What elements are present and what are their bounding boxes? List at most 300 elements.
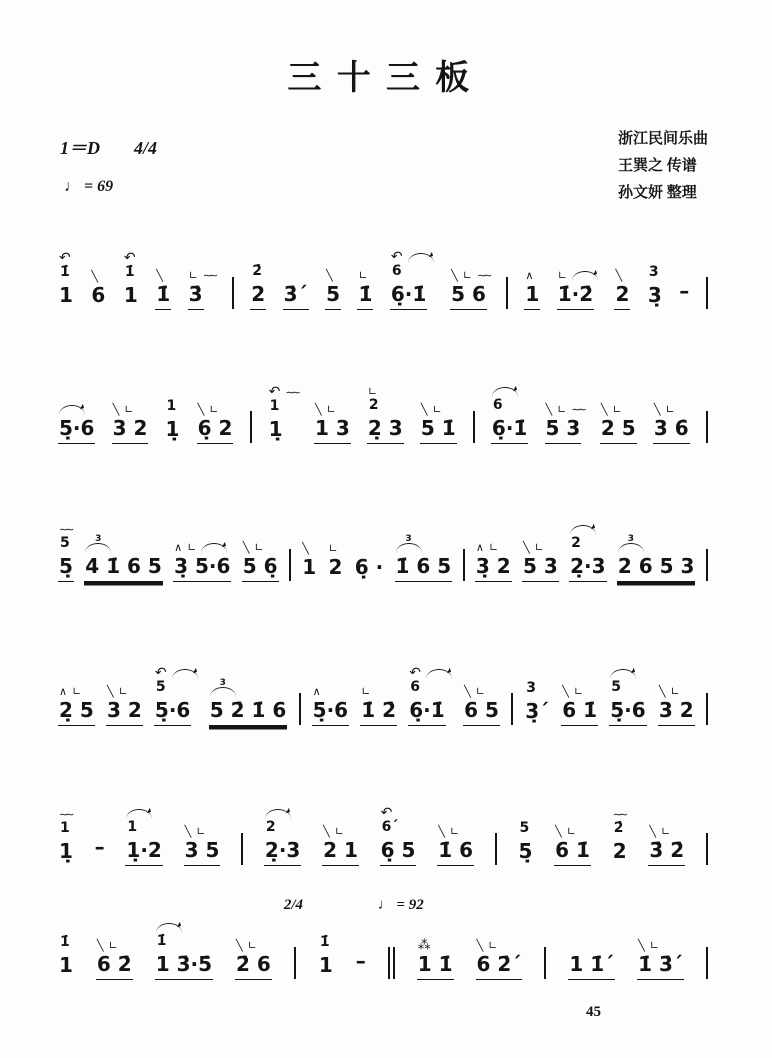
music-line-1: [58, 232, 708, 310]
credits-block: [618, 126, 708, 207]
mo-stroke-icon: ╲: [523, 541, 530, 554]
note-digits: 3 6̇: [653, 415, 690, 444]
barline-stroke: [706, 693, 708, 725]
barline: [299, 693, 301, 726]
ornament-row: [90, 265, 98, 282]
mo-stroke-icon: ╲: [464, 685, 471, 698]
note-digits: 3̣ 2: [475, 553, 512, 582]
note-digits: 3̇ˊ: [283, 281, 309, 310]
note-digits: 1̇·2̇: [557, 281, 594, 310]
slur-arc-icon: [572, 271, 598, 281]
ornament-row: [209, 680, 236, 697]
note-digits: 2: [614, 281, 630, 310]
mo-stroke-icon: ╲: [106, 685, 114, 698]
upper-octave-note: 5: [519, 820, 530, 836]
note-group: [380, 802, 417, 866]
ornament-row: [155, 916, 182, 933]
note-digits: 1̇ 3̇ˊ: [637, 951, 684, 980]
barline-stroke: [473, 411, 475, 443]
mo-stroke-icon: ╲: [545, 403, 553, 416]
mo-stroke-icon: ╲: [112, 403, 120, 416]
note-group: [437, 820, 474, 866]
ornament-row: [524, 264, 533, 281]
upper-octave-note: 6: [410, 679, 420, 695]
gou-stroke-icon: ∟: [124, 403, 134, 416]
ornament-row: [612, 803, 625, 820]
gou-stroke-icon: ∟: [573, 685, 584, 698]
note-digits: 1̇ 6: [437, 837, 474, 866]
note-group: [209, 680, 288, 726]
gou-stroke-icon: ∟: [534, 541, 544, 554]
gou-stroke-icon: ∟: [187, 541, 197, 554]
ornament-row: [522, 536, 544, 553]
ornament-row: [561, 680, 583, 697]
gou-stroke-icon: ∟: [557, 269, 567, 282]
barline-stroke: [463, 549, 465, 581]
note-group: [314, 398, 351, 444]
note-group: [242, 536, 279, 582]
note-group: [609, 662, 646, 726]
flick-curl-icon: ↶: [59, 250, 71, 266]
note-group: [647, 264, 663, 310]
note-digits: 3 2: [106, 697, 143, 726]
note-digits: 6̣·1̇: [408, 697, 445, 726]
ornament-row: [154, 662, 198, 679]
note-group: [476, 934, 523, 980]
note-digits: 5 3: [545, 415, 582, 444]
barline-stroke: [706, 411, 708, 443]
note-group: [125, 802, 162, 866]
ornament-row: [450, 264, 489, 281]
credit-arranger: 孙文妍 整理: [617, 185, 697, 201]
mo-stroke-icon: ╲: [420, 403, 428, 416]
ornament-row: [58, 680, 81, 697]
barline-stroke: [511, 693, 513, 725]
note-digits: 2̣ 3: [367, 415, 404, 444]
upper-octave-note: 2̇: [252, 263, 262, 279]
slur-arc-icon: [492, 387, 518, 397]
ornament-row: [475, 536, 498, 553]
barline: [463, 549, 465, 582]
note-digits: 1: [302, 555, 317, 579]
ornament-row: [173, 536, 227, 553]
double-barline: [377, 897, 424, 980]
note-group: [557, 264, 598, 310]
mo-stroke-icon: ╲: [615, 269, 623, 282]
ornament-row: [155, 264, 163, 281]
note-digits: 1 1̇: [417, 951, 454, 980]
slur-arc-icon: [172, 669, 198, 679]
note-group: [58, 934, 74, 980]
ornament-row: [235, 934, 257, 951]
note-digits: 1̇: [155, 281, 171, 310]
barline: [706, 277, 708, 310]
dash-glyph: –: [94, 835, 105, 859]
ornament-row: [614, 264, 622, 281]
upper-octave-note: 1: [269, 398, 280, 414]
gou-stroke-icon: ∟: [566, 825, 576, 838]
wedge-stroke-icon: ∧: [525, 269, 534, 282]
ornament-row: [600, 398, 622, 415]
ornament-row: [569, 518, 596, 535]
note-digits: 6 5: [463, 697, 500, 726]
key-signature: 1＝D: [60, 138, 100, 158]
barline-stroke: [706, 833, 708, 865]
held-note-dash: [356, 948, 366, 980]
note-digits: 6̣·1̇: [390, 281, 427, 310]
ornament-row: [123, 247, 136, 264]
note-group: [112, 398, 149, 444]
ornament-row: [264, 802, 291, 819]
note-digits: 5 2̇ 1̇ 6: [209, 697, 288, 726]
upper-octave-note: 6: [492, 397, 503, 413]
note-group: [188, 264, 216, 310]
gou-stroke-icon: ∟: [358, 269, 368, 282]
note-digits: 5 6: [450, 281, 487, 310]
note-group: [268, 381, 298, 444]
note-digits: 1: [318, 953, 333, 977]
ornament-row: [557, 264, 598, 281]
mo-stroke-icon: ╲: [323, 825, 330, 838]
note-digits: 4 1̇ 6 5: [84, 553, 163, 582]
upper-octave-note: 6: [391, 263, 402, 279]
ornament-row: [637, 934, 659, 951]
note-group: [522, 536, 559, 582]
barline: [706, 549, 708, 582]
note-digits: 2̇ 6: [235, 951, 272, 980]
flick-curl-icon: ↶: [409, 665, 421, 681]
note-digits: 1: [524, 281, 540, 310]
barline: [706, 833, 708, 866]
ornament-row: [112, 398, 134, 415]
gou-stroke-icon: ∟: [209, 403, 219, 416]
note-group: [417, 934, 454, 980]
barline: [283, 897, 303, 980]
note-digits: 2: [328, 555, 343, 579]
mo-stroke-icon: ╲: [438, 825, 445, 838]
barline: [241, 833, 243, 866]
slur-arc-icon: [610, 669, 636, 679]
wedge-stroke-icon: ∧: [312, 685, 321, 698]
upper-octave-note: 3: [526, 680, 536, 696]
mo-stroke-icon: ╲: [326, 269, 333, 282]
upper-octave-note: 2̇: [613, 820, 624, 836]
note-digits: 6 1̇: [554, 837, 591, 866]
upper-octave-note: 2: [265, 819, 276, 835]
note-digits: 2 1: [322, 837, 359, 866]
flick-curl-icon: ↶: [268, 384, 281, 400]
note-group: [360, 680, 397, 726]
note-digits: 6: [91, 283, 106, 307]
note-digits: 2̣ 5: [58, 697, 95, 726]
ornament-row: [312, 680, 321, 697]
mo-stroke-icon: ╲: [658, 685, 666, 698]
tremolo-icon: ∼∼: [285, 386, 298, 399]
note-digits: 5̣: [58, 553, 74, 582]
note-group: [123, 247, 139, 310]
tremolo-icon: ∼∼: [59, 523, 72, 536]
ornament-row: [554, 820, 576, 837]
barline-stroke: [294, 947, 296, 979]
dash-glyph: –: [679, 279, 690, 303]
note-digits: 1 3: [314, 415, 351, 444]
triplet-number: 3: [627, 534, 635, 544]
gou-stroke-icon: ∟: [612, 403, 622, 416]
ornament-row: [322, 820, 344, 837]
triplet-number: 3: [405, 534, 412, 544]
note-digits: 5̣·6: [609, 697, 646, 726]
mo-stroke-icon: ╲: [600, 403, 608, 416]
mo-stroke-icon: ╲: [91, 270, 99, 283]
upper-octave-note: 5: [155, 679, 166, 695]
tremolo-icon: ∼∼: [59, 808, 72, 821]
double-barline-strokes: [388, 947, 395, 979]
ornament-row: [58, 398, 85, 415]
note-group: [354, 554, 384, 582]
note-digits: 1̇: [357, 281, 373, 310]
note-group: [554, 820, 591, 866]
slur-arc-icon: [570, 525, 596, 535]
ornament-row: [106, 680, 128, 697]
ornament-row: [653, 398, 675, 415]
ornament-row: [301, 537, 309, 554]
key-meter: [60, 134, 157, 160]
note-digits: 1̣: [268, 417, 283, 441]
upper-octave-note: 5: [60, 535, 70, 551]
upper-octave-note: 6ˊ: [381, 819, 399, 835]
wedge-stroke-icon: ∧: [59, 685, 68, 698]
slur-arc-icon: [59, 405, 85, 415]
note-digits: 3̣: [647, 283, 662, 307]
note-digits: 6̣·1̇: [491, 415, 528, 444]
ornament-row: [463, 680, 485, 697]
note-digits: 5̣·6: [58, 415, 95, 444]
barline-stroke: [289, 549, 291, 581]
triplet-number: 3: [219, 678, 226, 688]
note-digits: 3̇: [188, 281, 204, 310]
note-digits: 5̣: [518, 839, 533, 863]
triplet-slur-icon: [396, 534, 422, 553]
ornament-row: [242, 536, 264, 553]
time-signature: 4/4: [134, 138, 158, 158]
barline: [511, 693, 513, 726]
gou-stroke-icon: ∟: [334, 825, 344, 838]
note-digits: 2 6 5 3: [617, 553, 696, 582]
ornament-row: [408, 662, 452, 679]
upper-octave-note: 1̇: [319, 934, 330, 950]
gou-stroke-icon: ∟: [247, 939, 257, 952]
slur-arc-icon: [201, 543, 227, 553]
note-group: [155, 264, 171, 310]
mo-stroke-icon: ╲: [649, 825, 656, 838]
triplet-slur-icon: [85, 534, 111, 553]
barline-stroke: [299, 693, 301, 725]
ornament-row: [437, 820, 459, 837]
note-group: [96, 934, 133, 980]
note-digits: 2̣·3: [264, 837, 301, 866]
upper-octave-note: 1̇: [60, 264, 70, 280]
upper-octave-note: 2: [368, 397, 379, 413]
note-digits: 3 2: [658, 697, 695, 726]
note-group: [318, 934, 334, 980]
note-digits: 1: [59, 283, 73, 307]
wedge-stroke-icon: ∧: [475, 541, 484, 554]
upper-octave-note: 1: [166, 398, 177, 414]
upper-octave-note: 3: [648, 264, 659, 280]
flick-curl-icon: ↶: [390, 249, 403, 265]
note-group: [154, 662, 198, 726]
ornament-row: [58, 803, 71, 820]
note-group: [58, 247, 74, 310]
gou-stroke-icon: ∟: [557, 403, 567, 416]
barline-stroke: [544, 947, 546, 979]
note-group: [312, 680, 349, 726]
note-group: [545, 398, 584, 444]
note-digits: 2: [250, 281, 266, 310]
note-group: [614, 264, 630, 310]
flick-curl-icon: ↶: [380, 805, 393, 821]
mo-stroke-icon: ╲: [184, 825, 192, 838]
barline: [473, 411, 475, 444]
music-line-5: [58, 788, 708, 866]
note-digits: 2: [612, 839, 627, 863]
upper-octave-note: 2: [571, 535, 581, 551]
barline-stroke: [706, 549, 708, 581]
ornament-row: [545, 398, 584, 415]
music-line-6: [58, 897, 708, 980]
ornament-row: [188, 264, 216, 281]
note-digits: 5̣·6: [312, 697, 349, 726]
note-group: [197, 398, 234, 444]
upper-octave-note: 1̇: [124, 264, 135, 280]
triplet-number: 3: [95, 534, 102, 544]
note-group: [524, 680, 550, 726]
note-group: [357, 264, 373, 310]
gou-stroke-icon: ∟: [670, 685, 680, 698]
note-group: [155, 916, 213, 980]
tremolo-icon: ∼∼: [202, 269, 216, 282]
note-digits: 1: [123, 283, 138, 307]
note-group: [524, 264, 540, 310]
note-group: [395, 536, 453, 582]
tremolo-icon: ∼∼: [476, 269, 490, 282]
upper-octave-note: 1: [60, 820, 70, 836]
gou-stroke-icon: ∟: [328, 542, 338, 555]
inline-marking: 2/4: [283, 897, 303, 913]
slur-arc-icon: [408, 253, 434, 263]
gou-stroke-icon: ∟: [72, 685, 82, 698]
note-group: [58, 518, 74, 582]
note-digits: 6 2̇ˊ: [476, 951, 523, 980]
mo-stroke-icon: ╲: [555, 825, 562, 838]
upper-octave-note: 1: [127, 819, 138, 835]
barline: [506, 277, 508, 310]
barline: [544, 947, 546, 980]
credit-transcriber: 王巽之 传谱: [617, 158, 697, 174]
gou-stroke-icon: ∟: [649, 939, 659, 952]
ornament-row: [96, 934, 118, 951]
gou-stroke-icon: ∟: [665, 403, 675, 416]
note-group: [653, 398, 690, 444]
note-group: [90, 265, 106, 310]
upper-octave-note: 1̇: [60, 934, 70, 950]
note-digits: 5 1̇: [420, 415, 457, 444]
note-group: [569, 518, 606, 582]
note-digits: 3̣ˊ: [525, 699, 550, 723]
mo-stroke-icon: ╲: [156, 269, 163, 282]
note-group: [648, 820, 685, 866]
music-line-4: [58, 648, 708, 726]
gou-stroke-icon: ∟: [449, 825, 460, 838]
flick-curl-icon: ↶: [123, 250, 136, 266]
note-group: [173, 536, 231, 582]
note-digits: 2 5: [600, 415, 637, 444]
note-group: [600, 398, 637, 444]
ornament-row: [390, 246, 434, 263]
mo-stroke-icon: ╲: [653, 403, 661, 416]
note-group: [184, 820, 221, 866]
tremolo-icon: ∼∼: [571, 403, 584, 416]
flick-curl-icon: ↶: [154, 665, 167, 681]
note-digits: 1 3̇·5̇: [155, 951, 213, 980]
page-number: 45: [586, 1004, 601, 1020]
note-digits: 1̣: [59, 839, 73, 863]
note-group: [58, 680, 95, 726]
note-group: [517, 820, 533, 866]
gou-stroke-icon: ∟: [108, 939, 118, 952]
note-group: [322, 820, 359, 866]
held-note-dash: [95, 834, 105, 866]
note-digits: 3 2: [112, 415, 149, 444]
ornament-row: [84, 536, 111, 553]
barline: [706, 693, 708, 726]
note-group: [420, 398, 457, 444]
note-group: [637, 934, 684, 980]
ornament-row: [617, 536, 644, 553]
tremolo-icon: ∼∼: [612, 808, 626, 821]
ornament-row: [380, 802, 393, 819]
ornament-row: [125, 802, 152, 819]
ornament-row: [395, 536, 422, 553]
mo-stroke-icon: ╲: [451, 269, 458, 282]
note-digits: 5 3: [522, 553, 559, 582]
ornament-row: [184, 820, 206, 837]
ornament-row: [491, 380, 518, 397]
held-note-dash: [679, 278, 689, 310]
mo-stroke-icon: ╲: [96, 939, 104, 952]
note-group: [283, 281, 309, 310]
ornament-row: [58, 518, 71, 535]
gou-stroke-icon: ∟: [367, 385, 378, 398]
note-group: [58, 398, 95, 444]
note-digits: 3 5: [184, 837, 221, 866]
mo-stroke-icon: ╲: [302, 542, 309, 555]
note-group: [408, 662, 452, 726]
note-group: [250, 263, 266, 310]
gou-stroke-icon: ∟: [361, 685, 371, 698]
credit-source: 浙江民间乐曲: [617, 131, 708, 147]
note-group: [301, 537, 317, 582]
note-digits: 6̣ 5: [380, 837, 417, 866]
barline-stroke: [506, 277, 508, 309]
note-group: [165, 398, 181, 444]
ornament-row: [325, 264, 333, 281]
ornament-row: [648, 820, 670, 837]
note-group: [327, 537, 343, 582]
gou-stroke-icon: ∟: [254, 541, 264, 554]
note-digits: 1̣: [165, 417, 180, 441]
mo-stroke-icon: ╲: [476, 939, 484, 952]
